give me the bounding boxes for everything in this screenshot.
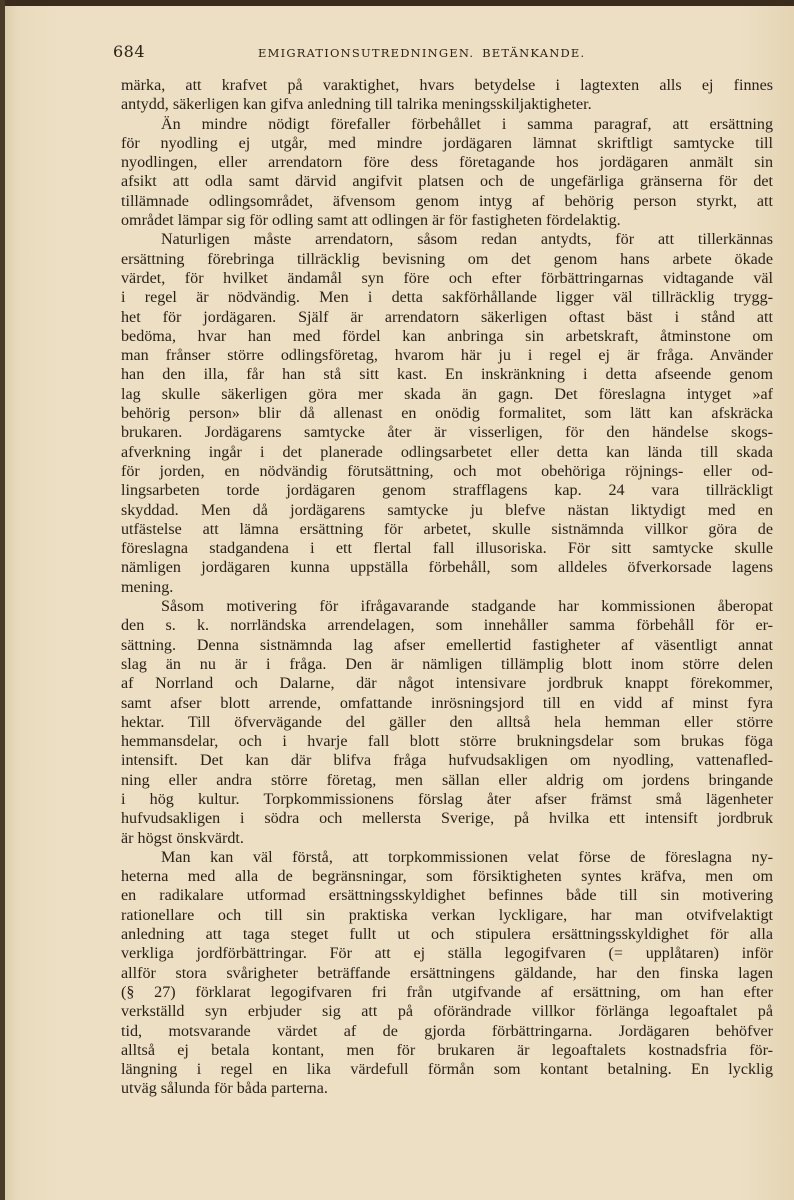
page-number: 684 <box>113 42 146 61</box>
text-line: den s. k. norrländska arrendelagen, som innehåller samma förbehåll för er- <box>121 617 773 635</box>
text-line: hufvudsakligen i södra och mellersta Sverige, på hvilka ett intensift jordbruk <box>121 810 773 828</box>
text-line: mening. <box>121 578 174 596</box>
text-line: hektar. Till öfvervägande del gäller den alltså hela hemman eller större <box>121 713 773 731</box>
text-line: behörig person» blir då allenast en onödig formalitet, som lätt kan afskräcka <box>121 405 773 423</box>
text-line: området lämpar sig för odling samt att odlingen är för fastigheten fördelaktig. <box>121 212 621 230</box>
text-line: han den illa, får han stå sitt kast. En inskränkning i detta afseende genom <box>121 366 773 384</box>
text-line: alltså ej betala kontant, men för brukaren är legoaftalets kostnadsfria för- <box>121 1041 773 1059</box>
text-line: af Norrland och Dalarne, där något intensivare jordbruk knappt förekommer, <box>121 675 773 693</box>
text-line: längning i regel en lika värdefull förmån som kontant betalning. En lycklig <box>121 1061 773 1079</box>
text-line: slag än nu är i fråga. Den är nämligen tillämplig blott inom större delen <box>121 655 773 673</box>
text-line: verkliga jordförbättringar. För att ej ställa legogifvaren (= upplåtaren) inför <box>121 945 773 963</box>
text-line: utfästelse att lämna ersättning för arbetet, skulle sistnämnda villkor göra de <box>121 520 773 538</box>
page-binding-edge <box>0 0 5 1200</box>
text-line: brukaren. Jordägarens samtycke åter är visserligen, för den händelse skogs- <box>121 424 773 442</box>
text-line: intensift. Det kan där blifva fråga hufvudsakligen om nyodling, vattenafled- <box>121 752 773 770</box>
text-line: föreslagna stadgandena i ett flertal fall illusoriska. För sitt samtycke skulle <box>121 540 773 558</box>
text-line: värdet, för hvilket ändamål syn före och efter förbättringarnas vidtagande väl <box>121 269 773 287</box>
text-line: sättning. Denna sistnämnda lag afser emellertid fastigheter af väsentligt annat <box>121 636 773 654</box>
text-line: anledning att taga steget fullt ut och stipulera ersättningsskyldighet för alla <box>121 926 773 944</box>
text-line: Såsom motivering för ifrågavarande stadgande har kommissionen åberopat <box>161 598 773 616</box>
text-line: skyddad. Men då jordägarens samtycke ju blefve nästan liktydigt med en <box>121 501 773 519</box>
text-line: samt afser blott arrende, omfattande inrösningsjord till en vidd af minst fyra <box>121 694 773 712</box>
text-line: ning eller andra större företag, men sällan eller aldrig om jordens bringande <box>121 771 773 789</box>
text-line: ersättning förebringa tillräcklig bevisning om det genom hans arbete ökade <box>121 250 773 268</box>
text-line: antydd, säkerligen kan gifva anledning till talrika meningsskiljaktigheter. <box>121 96 592 114</box>
text-line: lingsarbeten torde jordägaren genom strafflagens kap. 24 vara tillräckligt <box>121 482 773 500</box>
text-line: Man kan väl förstå, att torpkommissionen velat förse de föreslagna ny- <box>161 848 773 866</box>
text-line: man frånser större odlingsföretag, hvarom här ju i regel ej är fråga. Använder <box>121 347 773 365</box>
text-line: för nyodling ej utgår, med mindre jordägaren lämnat skriftligt samtycke till <box>121 134 773 152</box>
text-line: verkställd syn erbjuder sig att på oförändrade villkor förlänga legoaftalet på <box>121 1003 773 1021</box>
body-text <box>121 76 773 1099</box>
text-line: afverkning ingår i det planerade odlingsarbetet eller detta kan ländа till skada <box>121 443 773 461</box>
text-line: märka, att krafvet på varaktighet, hvars betydelse i lagtexten alls ej finnes <box>121 77 773 94</box>
text-line: hemmansdelar, och i hvarje fall blott större brukningsdelar som brukas föga <box>121 733 773 751</box>
running-head <box>113 40 673 64</box>
text-line: lag skulle säkerligen göra mer skada än gagn. Det föreslagna intyget »af <box>121 385 773 403</box>
text-line: rationellare och till sin praktiska verkan lyckligare, har man otvifvelaktigt <box>121 906 773 924</box>
text-line: het för jordägaren. Själf är arrendatorn säkerligen oftast bäst i stånd att <box>121 308 773 326</box>
text-line: en radikalare utformad ersättningsskyldighet befinnes både till sin motivering <box>121 887 773 905</box>
text-line: allför stora svårigheter beträffande ersättningens gäldande, har den finska lagen <box>121 964 773 982</box>
text-line: tid, motsvarande värdet af de gjorda förbättringarna. Jordägaren behöfver <box>121 1022 773 1040</box>
text-line: Än mindre nödigt förefaller förbehållet i samma paragraf, att ersättning <box>161 115 773 133</box>
header-title: EMIGRATIONSUTREDNINGEN. BETÄNKANDE. <box>258 46 586 60</box>
text-line: för jorden, en nödvändig förutsättning, och mot obehöriga röjnings- eller od- <box>121 462 773 480</box>
text-line: utväg sålunda för båda parterna. <box>121 1080 328 1098</box>
text-line: nämligen jordägaren kunna uppställa förbehåll, som alldeles öfverkorsade lagens <box>121 559 773 577</box>
text-line: i hög kultur. Torpkommissionens förslag åter afser främst små lägenheter <box>121 790 773 808</box>
text-line: heterna med alla de begränsningar, som försiktigheten syntes kräfva, men om <box>121 868 773 886</box>
page-top-edge <box>0 0 794 6</box>
text-line: bedöma, hvar han med fördel kan anbringa sin arbetskraft, åtminstone om <box>121 327 773 345</box>
text-line: afsikt att odla samt därvid angifvit platsen och de ungefärliga gränserna för det <box>121 173 773 191</box>
text-line: Naturligen måste arrendatorn, såsom redan antydts, för att tillerkännas <box>161 231 773 249</box>
text-line: är högst önskvärdt. <box>121 829 244 847</box>
text-line: (§ 27) förklarat legogifvaren fri från utgifvande af ersättning, om han efter <box>121 983 773 1001</box>
text-line: i regel är nödvändig. Men i detta sakförhållande ligger väl tillräcklig trygg- <box>121 289 773 307</box>
text-line: tillämnade odlingsområdet, äfvensom genom intyg af behörig person styrkt, att <box>121 192 773 210</box>
text-line: nyodlingen, eller arrendatorn före dess företagande hos jordägaren anmält sin <box>121 154 773 172</box>
